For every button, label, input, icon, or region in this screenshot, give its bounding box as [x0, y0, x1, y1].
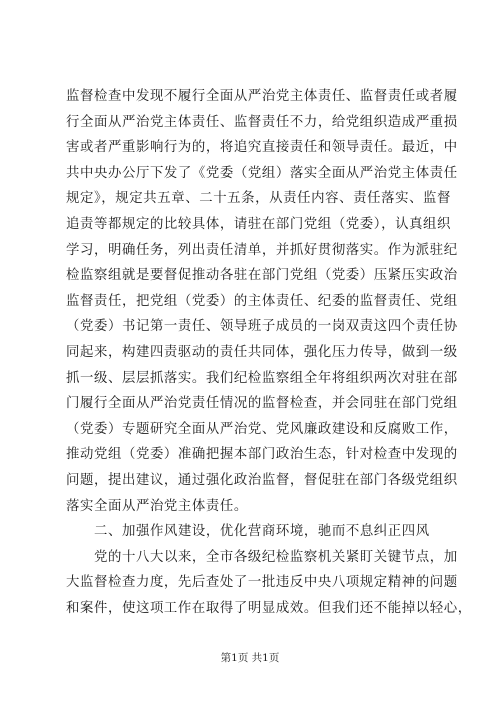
- page-footer: [0, 650, 500, 665]
- text-line: 党的十八大以来，全市各级纪检监察机关紧盯关键节点，加: [94, 549, 458, 565]
- paragraph-1: [66, 84, 458, 519]
- text-line: 害或者严重影响行为的，将追究直接责任和领导责任。最近，中: [66, 140, 458, 156]
- text-line: 共中央办公厅下发了《党委（党组）落实全面从严治党主体责任: [66, 165, 458, 181]
- text-line: 监督检查中发现不履行全面从严治党主体责任、监督责任或者履: [66, 89, 458, 104]
- text-line: 追责等都规定的比较具体，请驻在部门党组（党委），认真组织: [66, 216, 452, 232]
- paragraph-2: [66, 545, 472, 622]
- text-line: 同起来，构建四责驱动的责任共同体，强化压力传导，做到一级: [66, 344, 458, 360]
- text-line: 学习，明确任务，列出责任清单，并抓好贯彻落实。作为派驻纪: [66, 242, 458, 258]
- text-line: 推动党组（党委）准确把握本部门政治生态，针对检查中发现的: [66, 447, 458, 463]
- text-line: 规定》，规定共五章、二十五条，从责任内容、责任落实、监督: [66, 191, 452, 207]
- text-line: 行全面从严治党主体责任、监督责任不力，给党组织造成严重损: [66, 114, 458, 130]
- text-line: 监督责任，把党组（党委）的主体责任、纪委的监督责任、党组: [66, 293, 458, 309]
- page-number: 第1页 共1页: [220, 652, 280, 664]
- section-heading: 二、加强作风建设，优化营商环境，驰而不息纠正四风: [94, 524, 430, 540]
- text-line: 抓一级、层层抓落实。我们纪检监察组全年将组织两次对驻在部: [66, 370, 458, 386]
- text-line: （党委）专题研究全面从严治党、党风廉政建设和反腐败工作，: [66, 421, 458, 437]
- section-heading-block: [66, 519, 437, 545]
- text-line: 大监督检查力度，先后查处了一批违反中央八项规定精神的问题: [66, 575, 458, 591]
- document-body: [66, 84, 472, 621]
- text-line: 门履行全面从严治党责任情况的监督检查，并会同驻在部门党组: [66, 396, 458, 412]
- text-line: 检监察组就是要督促推动各驻在部门党组（党委）压紧压实政治: [66, 268, 458, 284]
- text-line: 和案件，使这项工作在取得了明显成效。但我们还不能掉以轻心，: [66, 600, 472, 616]
- text-line: （党委）书记第一责任、领导班子成员的一岗双责这四个责任协: [66, 319, 458, 335]
- text-line: 问题，提出建议，通过强化政治监督，督促驻在部门各级党组织: [66, 472, 458, 488]
- text-line: 落实全面从严治党主体责任。: [66, 498, 248, 514]
